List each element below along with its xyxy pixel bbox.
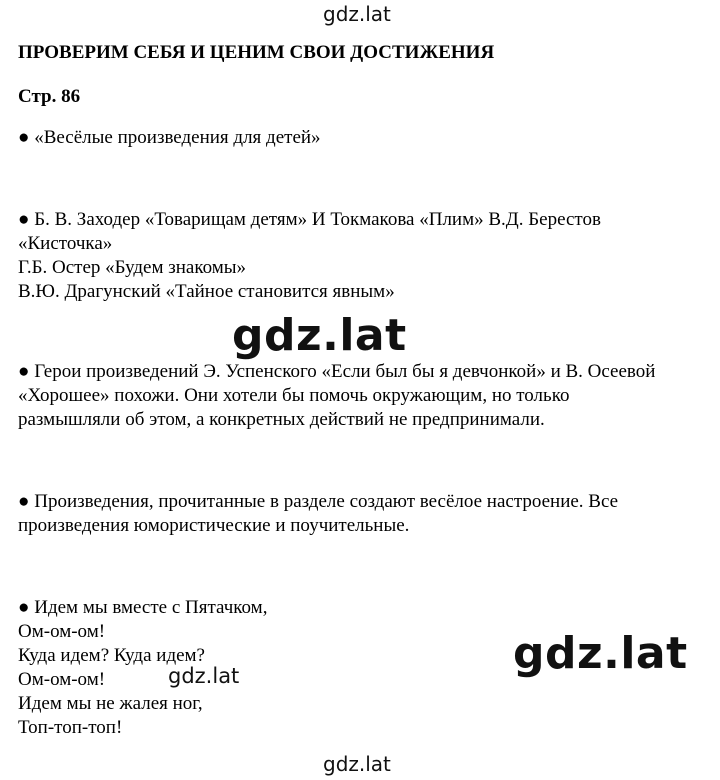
- paragraph-2-line-1: ● Б. В. Заходер «Товарищам детям» И Токмакова «Плим» В.Д. Берестов: [18, 209, 601, 230]
- paragraph-3-line-3: размышляли об этом, а конкретных действий не предпринимали.: [18, 409, 545, 430]
- poem-line-3: Куда идем? Куда идем?: [18, 645, 205, 666]
- paragraph-3-line-1: ● Герои произведений Э. Успенского «Если был бы я девчонкой» и В. Осеевой: [18, 361, 656, 382]
- poem-line-1: ● Идем мы вместе с Пятачком,: [18, 597, 268, 618]
- watermark-middle: gdz.lat: [232, 310, 407, 361]
- poem-line-2: Ом-ом-ом!: [18, 621, 106, 642]
- poem-line-6: Топ-топ-топ!: [18, 717, 123, 738]
- poem-line-4: Ом-ом-ом!: [18, 669, 106, 690]
- paragraph-4-line-2: произведения юмористические и поучительные.: [18, 515, 410, 536]
- page-reference: Стр. 86: [18, 86, 81, 107]
- paragraph-3-line-2: «Хорошее» похожи. Они хотели бы помочь окружающим, но только: [18, 385, 570, 406]
- watermark-right: gdz.lat: [513, 628, 688, 679]
- watermark-top: gdz.lat: [323, 2, 391, 26]
- watermark-bottom: gdz.lat: [323, 752, 391, 776]
- paragraph-1-line-1: ● «Весёлые произведения для детей»: [18, 127, 321, 148]
- poem-line-5: Идем мы не жалея ног,: [18, 693, 203, 714]
- paragraph-2-line-3: Г.Б. Остер «Будем знакомы»: [18, 257, 247, 278]
- watermark-small: gdz.lat: [168, 664, 240, 688]
- paragraph-2-line-2: «Кисточка»: [18, 233, 113, 254]
- paragraph-4-line-1: ● Произведения, прочитанные в разделе создают весёлое настроение. Все: [18, 491, 619, 512]
- section-title: ПРОВЕРИМ СЕБЯ И ЦЕНИМ СВОИ ДОСТИЖЕНИЯ: [18, 42, 495, 63]
- paragraph-2-line-4: В.Ю. Драгунский «Тайное становится явным»: [18, 281, 395, 302]
